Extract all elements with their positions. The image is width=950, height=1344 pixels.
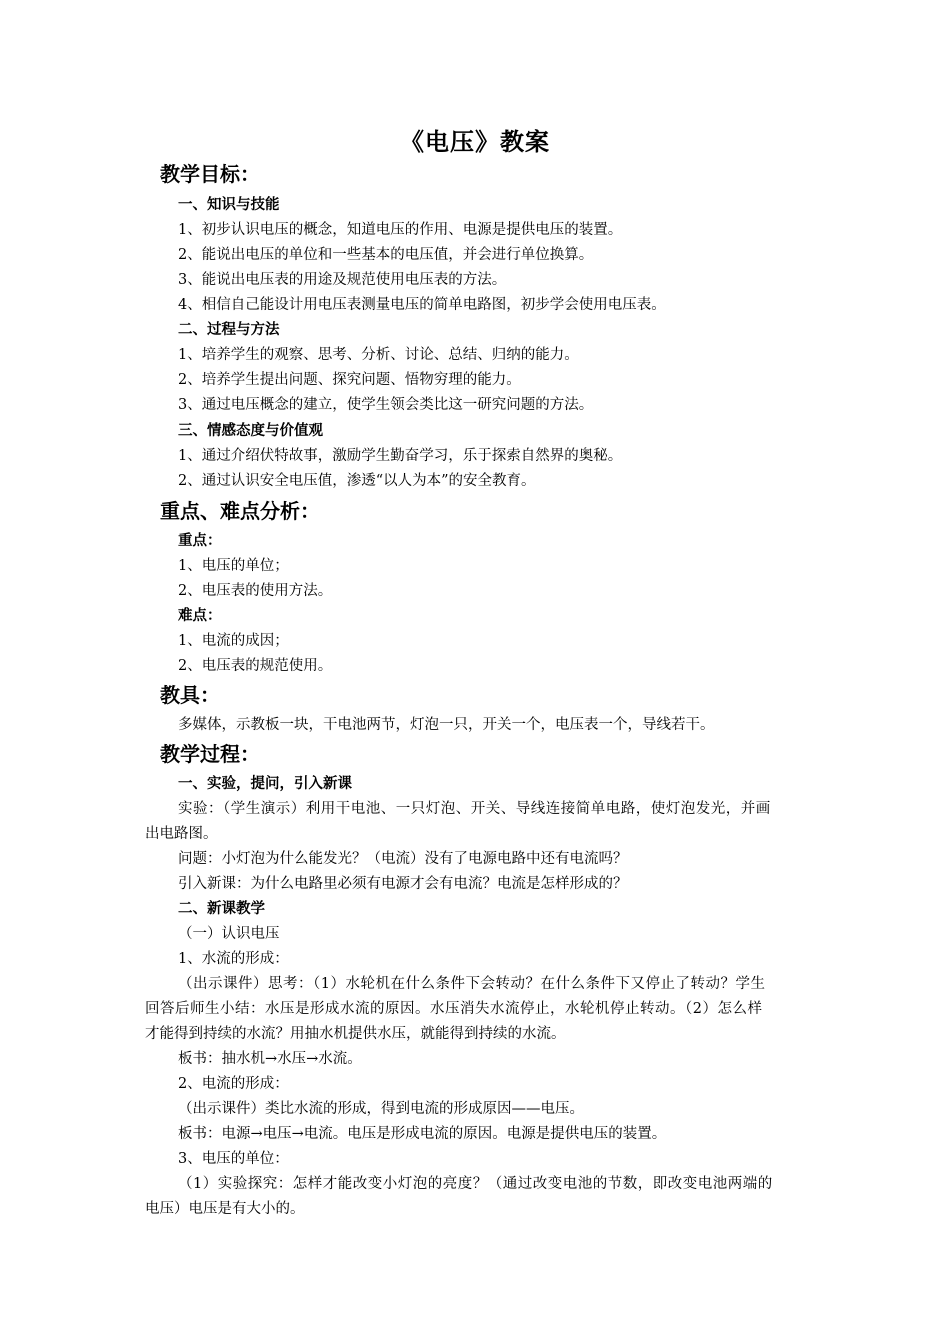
objective-item: 1、初步认识电压的概念，知道电压的作用、电源是提供电压的装置。 — [178, 222, 623, 238]
paragraph-line: 板书：抽水机→水压→水流。 — [178, 1051, 362, 1067]
difficult-point-item: 2、电压表的规范使用。 — [178, 658, 333, 674]
paragraph-line: 出电路图。 — [145, 826, 218, 842]
paragraph-line: （出示课件）类比水流的形成，得到电流的形成原因——电压。 — [178, 1101, 584, 1117]
paragraph-line: （1）实验探究：怎样才能改变小灯泡的亮度？（通过改变电池的节数，即改变电池两端的 — [178, 1176, 773, 1192]
subheading-attitudes-values: 三、情感态度与价值观 — [178, 422, 323, 439]
section-heading-objectives: 教学目标： — [160, 162, 260, 186]
key-point-item: 1、电压的单位； — [178, 558, 289, 574]
document-title: 《电压》教案 — [400, 127, 550, 156]
objective-item: 3、通过电压概念的建立，使学生领会类比这一研究问题的方法。 — [178, 397, 594, 413]
section-heading-key-points: 重点、难点分析： — [160, 499, 320, 523]
paragraph-line: 才能得到持续的水流？用抽水机提供水压，就能得到持续的水流。 — [145, 1026, 566, 1042]
paragraph-line: 问题：小灯泡为什么能发光？（电流）没有了电源电路中还有电流吗？ — [178, 851, 628, 867]
section-heading-teaching-aids: 教具： — [160, 683, 220, 707]
paragraph-line: 实验：（学生演示）利用干电池、一只灯泡、开关、导线连接简单电路，使灯泡发光，并画 — [178, 801, 771, 817]
key-points-label: 重点： — [178, 532, 222, 549]
part-heading: （一）认识电压 — [178, 926, 280, 942]
paragraph-line: 3、电压的单位： — [178, 1151, 289, 1167]
key-point-item: 2、电压表的使用方法。 — [178, 583, 333, 599]
paragraph-line: 回答后师生小结：水压是形成水流的原因。水压消失水流停止，水轮机停止转动。（2）怎么样 — [145, 1001, 763, 1017]
subheading-knowledge-skills: 一、知识与技能 — [178, 196, 280, 213]
teaching-aids-text: 多媒体，示教板一块，干电池两节，灯泡一只，开关一个，电压表一个，导线若干。 — [178, 717, 715, 733]
difficult-points-label: 难点： — [178, 607, 222, 624]
paragraph-line: 电压）电压是有大小的。 — [145, 1201, 305, 1217]
objective-item: 2、能说出电压的单位和一些基本的电压值，并会进行单位换算。 — [178, 247, 594, 263]
objective-item: 2、通过认识安全电压值，渗透“以人为本”的安全教育。 — [178, 473, 536, 489]
objective-item: 1、培养学生的观察、思考、分析、讨论、总结、归纳的能力。 — [178, 347, 579, 363]
objective-item: 1、通过介绍伏特故事，激励学生勤奋学习，乐于探索自然界的奥秘。 — [178, 448, 623, 464]
objective-item: 2、培养学生提出问题、探究问题、悟物穷理的能力。 — [178, 372, 521, 388]
objective-item: 3、能说出电压表的用途及规范使用电压表的方法。 — [178, 272, 507, 288]
paragraph-line: 板书：电源→电压→电流。电压是形成电流的原因。电源是提供电压的装置。 — [178, 1126, 667, 1142]
paragraph-line: 2、电流的形成： — [178, 1076, 289, 1092]
subheading-introduction: 一、实验，提问，引入新课 — [178, 775, 352, 792]
objective-item: 4、相信自己能设计用电压表测量电压的简单电路图，初步学会使用电压表。 — [178, 297, 666, 313]
subheading-process-methods: 二、过程与方法 — [178, 321, 280, 338]
difficult-point-item: 1、电流的成因； — [178, 633, 289, 649]
section-heading-teaching-process: 教学过程： — [160, 742, 260, 766]
paragraph-line: （出示课件）思考：（1）水轮机在什么条件下会转动？在什么条件下又停止了转动？学生 — [178, 976, 766, 992]
paragraph-line: 引入新课：为什么电路里必须有电源才会有电流？电流是怎样形成的？ — [178, 876, 628, 892]
paragraph-line: 1、水流的形成： — [178, 951, 289, 967]
subheading-new-lesson: 二、新课教学 — [178, 900, 265, 917]
